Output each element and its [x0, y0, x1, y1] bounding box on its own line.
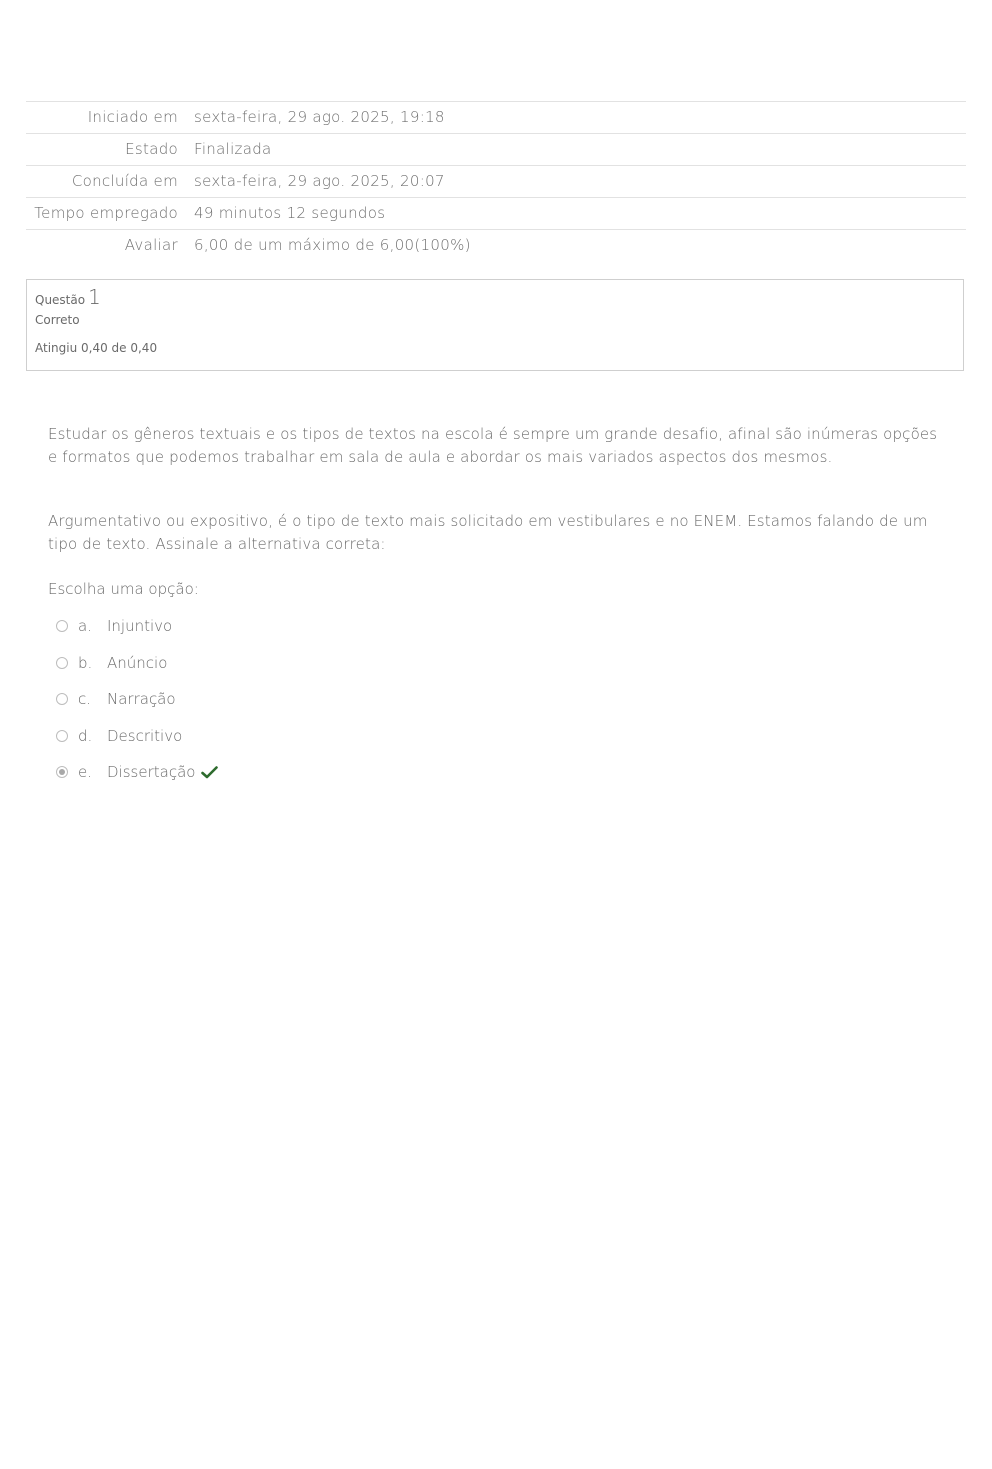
option-text: Narração [107, 690, 176, 708]
question-label: Questão [35, 293, 86, 307]
summary-row-completed [26, 166, 966, 198]
question-number-value: 1 [88, 285, 101, 309]
option-text: Anúncio [107, 653, 168, 672]
question-info-box [26, 279, 964, 371]
summary-row-time-taken [26, 198, 966, 230]
answer-prompt: Escolha uma opção: [48, 580, 199, 598]
summary-label: Avaliar [124, 236, 178, 254]
answer-option-a[interactable] [56, 614, 218, 638]
summary-row-grade [26, 230, 966, 262]
summary-row-state [26, 134, 966, 166]
summary-value: sexta-feira, 29 ago. 2025, 19:18 [194, 108, 445, 126]
option-letter: c. [78, 690, 92, 708]
answer-option-c[interactable] [56, 687, 218, 711]
radio-button-selected[interactable] [56, 766, 68, 778]
question-text [48, 423, 948, 556]
summary-value: sexta-feira, 29 ago. 2025, 20:07 [194, 172, 445, 190]
summary-label: Iniciado em [87, 108, 178, 126]
correct-check-icon [201, 766, 218, 779]
option-letter: a. [78, 617, 92, 635]
answer-option-e[interactable] [56, 760, 218, 784]
question-state: Correto [35, 313, 80, 327]
question-number [35, 285, 955, 309]
radio-button[interactable] [56, 620, 68, 632]
radio-button[interactable] [56, 730, 68, 742]
answer-option-b[interactable] [56, 651, 218, 675]
radio-button[interactable] [56, 693, 68, 705]
answer-option-d[interactable] [56, 724, 218, 748]
question-paragraph: Estudar os gêneros textuais e os tipos de textos na escola é sempre um grande desafio, afinal são inúmeras opções e formatos que podemos trabalhar em sala de aula e abordar os mais variados aspectos dos mesmos. [48, 425, 938, 466]
summary-label: Estado [125, 140, 178, 158]
question-paragraph: Argumentativo ou expositivo, é o tipo de texto mais solicitado em vestibulares e no ENEM. Estamos falando de um tipo de texto. Assinale a alternativa correta: [48, 512, 928, 553]
option-text: Descritivo [107, 726, 183, 745]
radio-button[interactable] [56, 657, 68, 669]
summary-value: 6,00 de um máximo de 6,00(100%) [194, 236, 471, 254]
option-letter: d. [78, 726, 93, 745]
option-letter: b. [78, 653, 93, 672]
question-grade: Atingiu 0,40 de 0,40 [35, 341, 158, 355]
summary-value: 49 minutos 12 segundos [194, 204, 386, 222]
attempt-summary-table [26, 101, 966, 261]
summary-value: Finalizada [194, 140, 272, 158]
summary-label: Tempo empregado [34, 204, 178, 222]
answer-options [56, 614, 218, 797]
summary-label: Concluída em [71, 172, 178, 190]
option-text: Dissertação [107, 763, 196, 781]
option-letter: e. [78, 763, 92, 781]
summary-row-started [26, 102, 966, 134]
option-text: Injuntivo [107, 617, 173, 635]
